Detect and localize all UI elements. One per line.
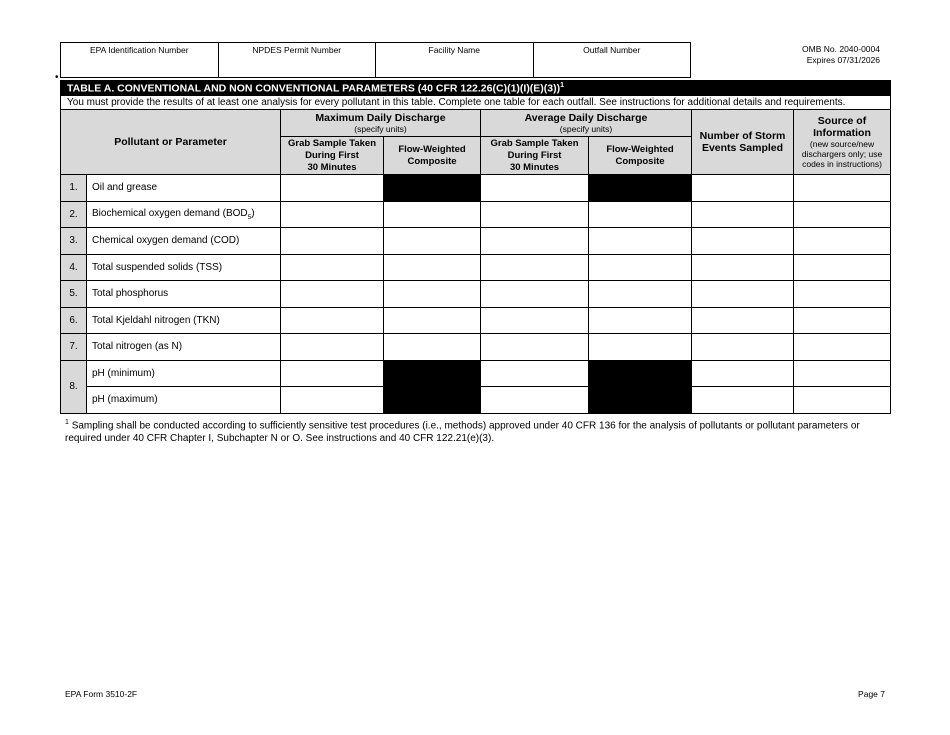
row-number: 7. <box>61 334 87 361</box>
pollutant-name: Chemical oxygen demand (COD) <box>87 228 281 255</box>
npdes-permit-field[interactable]: NPDES Permit Number <box>218 43 376 78</box>
max-flow-cell[interactable] <box>384 307 481 334</box>
table-row <box>61 281 891 308</box>
facility-name-field[interactable]: Facility Name <box>376 43 534 78</box>
source-cell[interactable] <box>794 360 891 387</box>
marker-dot: • <box>55 72 59 83</box>
table-row <box>61 334 891 361</box>
max-flow-cell[interactable] <box>384 201 481 228</box>
avg-flow-cell[interactable] <box>589 228 692 255</box>
source-cell[interactable] <box>794 175 891 202</box>
avg-grab-cell[interactable] <box>481 281 589 308</box>
avg-grab-cell[interactable] <box>481 360 589 387</box>
col-max-daily: Maximum Daily Discharge (specify units) <box>281 110 481 137</box>
source-cell[interactable] <box>794 254 891 281</box>
avg-grab-cell[interactable] <box>481 254 589 281</box>
table-row <box>61 254 891 281</box>
avg-grab-cell[interactable] <box>481 334 589 361</box>
source-cell[interactable] <box>794 334 891 361</box>
omb-expires: Expires 07/31/2026 <box>806 55 880 65</box>
epa-id-field[interactable]: EPA Identification Number <box>61 43 219 78</box>
storm-events-cell[interactable] <box>692 281 794 308</box>
col-storm-events: Number of Storm Events Sampled <box>692 110 794 175</box>
col-pollutant: Pollutant or Parameter <box>61 110 281 175</box>
row-number: 4. <box>61 254 87 281</box>
avg-flow-cell[interactable] <box>589 281 692 308</box>
max-grab-cell[interactable] <box>281 387 384 414</box>
table-row <box>61 307 891 334</box>
storm-events-cell[interactable] <box>692 175 794 202</box>
blocked-cell <box>589 360 692 413</box>
max-grab-cell[interactable] <box>281 307 384 334</box>
avg-flow-cell[interactable] <box>589 201 692 228</box>
table-a <box>60 80 891 414</box>
source-cell[interactable] <box>794 228 891 255</box>
pollutant-name: pH (minimum) <box>87 360 281 387</box>
source-cell[interactable] <box>794 201 891 228</box>
col-avg-flow: Flow-Weighted Composite <box>589 137 692 175</box>
max-flow-cell[interactable] <box>384 254 481 281</box>
source-cell[interactable] <box>794 387 891 414</box>
col-max-flow: Flow-Weighted Composite <box>384 137 481 175</box>
table-title: TABLE A. CONVENTIONAL AND NON CONVENTIONAL PARAMETERS (40 CFR 122.26(C)(1)(I)(E)(3))$^1$ <box>61 81 891 96</box>
row-number: 5. <box>61 281 87 308</box>
col-avg-grab: Grab Sample Taken During First 30 Minutes <box>481 137 589 175</box>
max-grab-cell[interactable] <box>281 228 384 255</box>
avg-flow-cell[interactable] <box>589 254 692 281</box>
form-number: EPA Form 3510-2F <box>65 689 138 699</box>
storm-events-cell[interactable] <box>692 307 794 334</box>
max-grab-cell[interactable] <box>281 334 384 361</box>
source-cell[interactable] <box>794 307 891 334</box>
page-number: Page 7 <box>858 689 885 699</box>
max-flow-cell[interactable] <box>384 281 481 308</box>
col-source-info: Source of Information (new source/new dischargers only; use codes in instructions) <box>794 110 891 175</box>
pollutant-name: Biochemical oxygen demand $(BOD_5)$ <box>87 201 281 228</box>
avg-flow-cell[interactable] <box>589 307 692 334</box>
pollutant-name: Total suspended solids (TSS) <box>87 254 281 281</box>
max-grab-cell[interactable] <box>281 360 384 387</box>
avg-grab-cell[interactable] <box>481 175 589 202</box>
max-grab-cell[interactable] <box>281 201 384 228</box>
storm-events-cell[interactable] <box>692 228 794 255</box>
row-number: 8. <box>61 360 87 413</box>
pollutant-name: pH (maximum) <box>87 387 281 414</box>
storm-events-cell[interactable] <box>692 254 794 281</box>
blocked-cell <box>384 175 481 202</box>
storm-events-cell[interactable] <box>692 387 794 414</box>
storm-events-cell[interactable] <box>692 334 794 361</box>
footnote: $^1$ Sampling shall be conducted according to sufficiently sensitive test procedures (i.e., methods) approved under 40 CFR 136 for the analysis of pollutants or pollutant parameters or required under 40 CFR Chapter I, Subchapter N or O. See instructions and 40 CFR 122.21(e)(3). <box>65 419 860 445</box>
outfall-number-field[interactable]: Outfall Number <box>533 43 691 78</box>
table-instructions: You must provide the results of at least one analysis for every pollutant in this table. Complete one table for each outfall. See instructions for additional details and requirements. <box>61 96 891 110</box>
omb-number: OMB No. 2040-0004 <box>802 44 880 54</box>
table-row <box>61 175 891 202</box>
max-grab-cell[interactable] <box>281 175 384 202</box>
pollutant-name: Total nitrogen (as N) <box>87 334 281 361</box>
row-number: 2. <box>61 201 87 228</box>
source-cell[interactable] <box>794 281 891 308</box>
row-number: 6. <box>61 307 87 334</box>
avg-grab-cell[interactable] <box>481 387 589 414</box>
col-avg-daily: Average Daily Discharge (specify units) <box>481 110 692 137</box>
avg-grab-cell[interactable] <box>481 307 589 334</box>
avg-flow-cell[interactable] <box>589 334 692 361</box>
max-flow-cell[interactable] <box>384 228 481 255</box>
max-grab-cell[interactable] <box>281 254 384 281</box>
row-number: 1. <box>61 175 87 202</box>
table-row <box>61 360 891 387</box>
avg-grab-cell[interactable] <box>481 201 589 228</box>
avg-grab-cell[interactable] <box>481 228 589 255</box>
storm-events-cell[interactable] <box>692 360 794 387</box>
omb-info <box>802 44 880 66</box>
col-max-grab: Grab Sample Taken During First 30 Minutes <box>281 137 384 175</box>
max-flow-cell[interactable] <box>384 334 481 361</box>
blocked-cell <box>589 175 692 202</box>
table-row <box>61 228 891 255</box>
storm-events-cell[interactable] <box>692 201 794 228</box>
max-grab-cell[interactable] <box>281 281 384 308</box>
row-number: 3. <box>61 228 87 255</box>
facility-id-fields <box>60 42 691 78</box>
blocked-cell <box>384 360 481 413</box>
pollutant-name: Total Kjeldahl nitrogen (TKN) <box>87 307 281 334</box>
pollutant-name: Oil and grease <box>87 175 281 202</box>
pollutant-name: Total phosphorus <box>87 281 281 308</box>
table-row <box>61 201 891 228</box>
